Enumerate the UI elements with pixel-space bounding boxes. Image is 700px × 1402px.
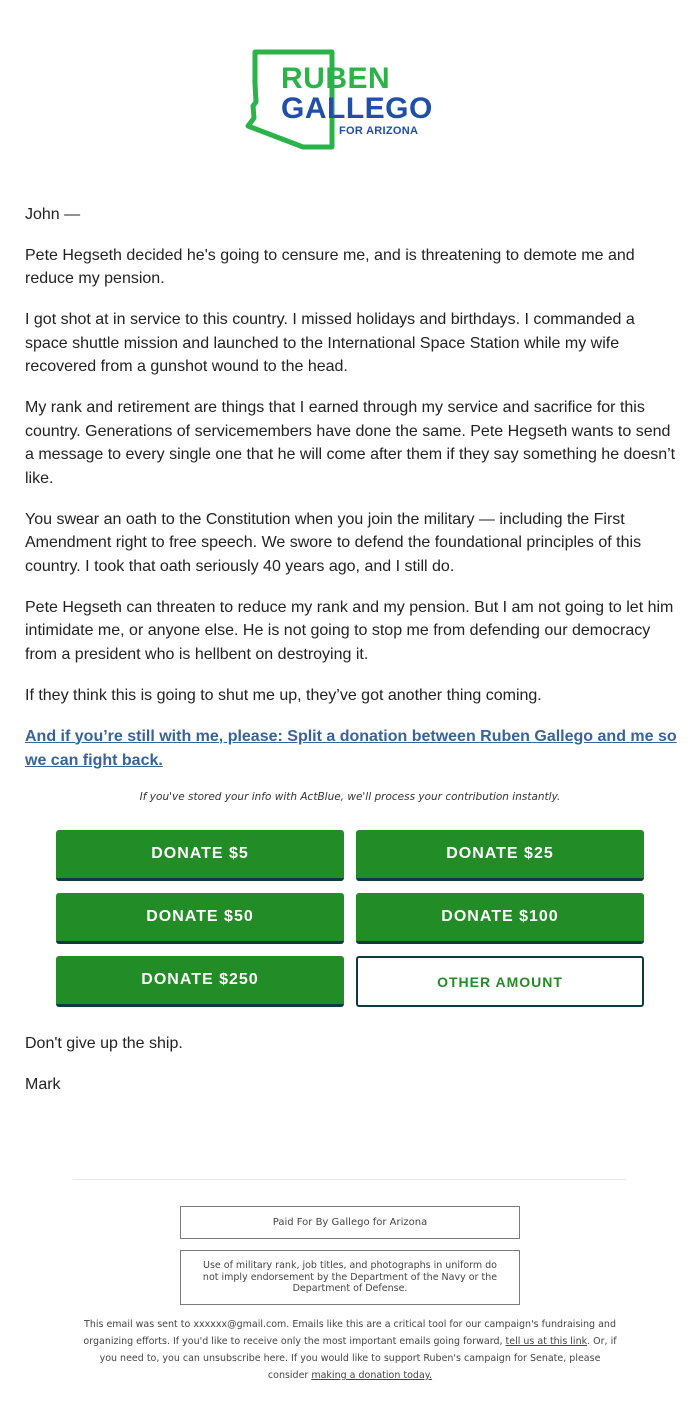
footer-text bbox=[80, 1316, 620, 1384]
paragraph-2: I got shot at in service to this country. I missed holidays and birthdays. I commanded a space shuttle mission and launched to the International Space Station while my wife recovered from a gunshot wound to the head. bbox=[25, 311, 635, 375]
paragraph-5: Pete Hegseth can threaten to reduce my rank and my pension. But I am not going to let him intimidate me, or anyone else. He is not going to stop me from defending our democracy from a president who is hellbent on destroying it. bbox=[25, 598, 674, 663]
cta-paragraph bbox=[25, 725, 677, 773]
logo-name-gallego: GALLEGO bbox=[281, 92, 433, 125]
tell-us-link[interactable]: tell us at this link bbox=[505, 1336, 588, 1347]
donate-25-button[interactable]: DONATE $25 bbox=[356, 830, 644, 881]
footer-sent-middle: . Emails like this are a critical tool for our campaign's fundraising and organizing efforts. If you'd like to receive only the most important emails going forward, bbox=[83, 1319, 616, 1347]
donate-5-button[interactable]: DONATE $5 bbox=[56, 830, 344, 881]
military-disclaimer-box bbox=[180, 1250, 520, 1305]
military-disclaimer-text: Use of military rank, job titles, and photographs in uniform do not imply endorsement by the Department of the Navy or the Department of Defense. bbox=[202, 1260, 498, 1294]
paragraph-4: You swear an oath to the Constitution when you join the military — including the First Amendment right to free speech. We swore to defend the foundational principles of this country. I took that oath seriously 40 years ago, and I still do. bbox=[25, 510, 642, 575]
paragraph-6: If they think this is going to shut me up, they’ve got another thing coming. bbox=[25, 686, 542, 704]
campaign-logo bbox=[0, 48, 700, 152]
paragraph-1: Pete Hegseth decided he's going to censure me, and is threatening to demote me and reduce my pension. bbox=[25, 246, 635, 287]
logo-name-ruben: RUBEN bbox=[281, 62, 391, 95]
signoff bbox=[25, 1032, 677, 1114]
actblue-note: If you've stored your info with ActBlue, we'll process your contribution instantly. bbox=[139, 791, 561, 803]
logo-for-arizona: FOR ARIZONA bbox=[339, 125, 419, 137]
donate-100-button[interactable]: DONATE $100 bbox=[356, 893, 644, 944]
signoff-line: Don't give up the ship. bbox=[25, 1035, 183, 1052]
paragraph-3: My rank and retirement are things that I earned through my service and sacrifice for this country. Generations of servicemembers have done the same. Pete Hegseth wants to send a message to every single one that he will come after them if they say something he doesn’t like. bbox=[25, 399, 676, 487]
other-amount-button[interactable]: OTHER AMOUNT bbox=[356, 956, 644, 1007]
paid-for-text: Paid For By Gallego for Arizona bbox=[272, 1217, 428, 1228]
footer-sent-prefix: This email was sent to bbox=[84, 1319, 194, 1330]
paid-for-box bbox=[180, 1206, 520, 1239]
donate-50-button[interactable]: DONATE $50 bbox=[56, 893, 344, 944]
signoff-name: Mark bbox=[25, 1076, 61, 1093]
footer-sent-after: . Or, if you need to, you can unsubscribe here. If you would like to support Ruben's campaign for Senate, please consider bbox=[99, 1336, 617, 1381]
email-body bbox=[25, 203, 677, 790]
donation-cta-link[interactable]: And if you’re still with me, please: Split a donation between Ruben Gallego and me so we can fight back. bbox=[25, 727, 677, 769]
make-donation-link[interactable]: making a donation today. bbox=[311, 1370, 433, 1381]
footer-divider bbox=[73, 1179, 626, 1180]
donate-250-button[interactable]: DONATE $250 bbox=[56, 956, 344, 1007]
recipient-email: xxxxxx@gmail.com bbox=[193, 1319, 287, 1330]
salutation: John — bbox=[25, 206, 81, 223]
